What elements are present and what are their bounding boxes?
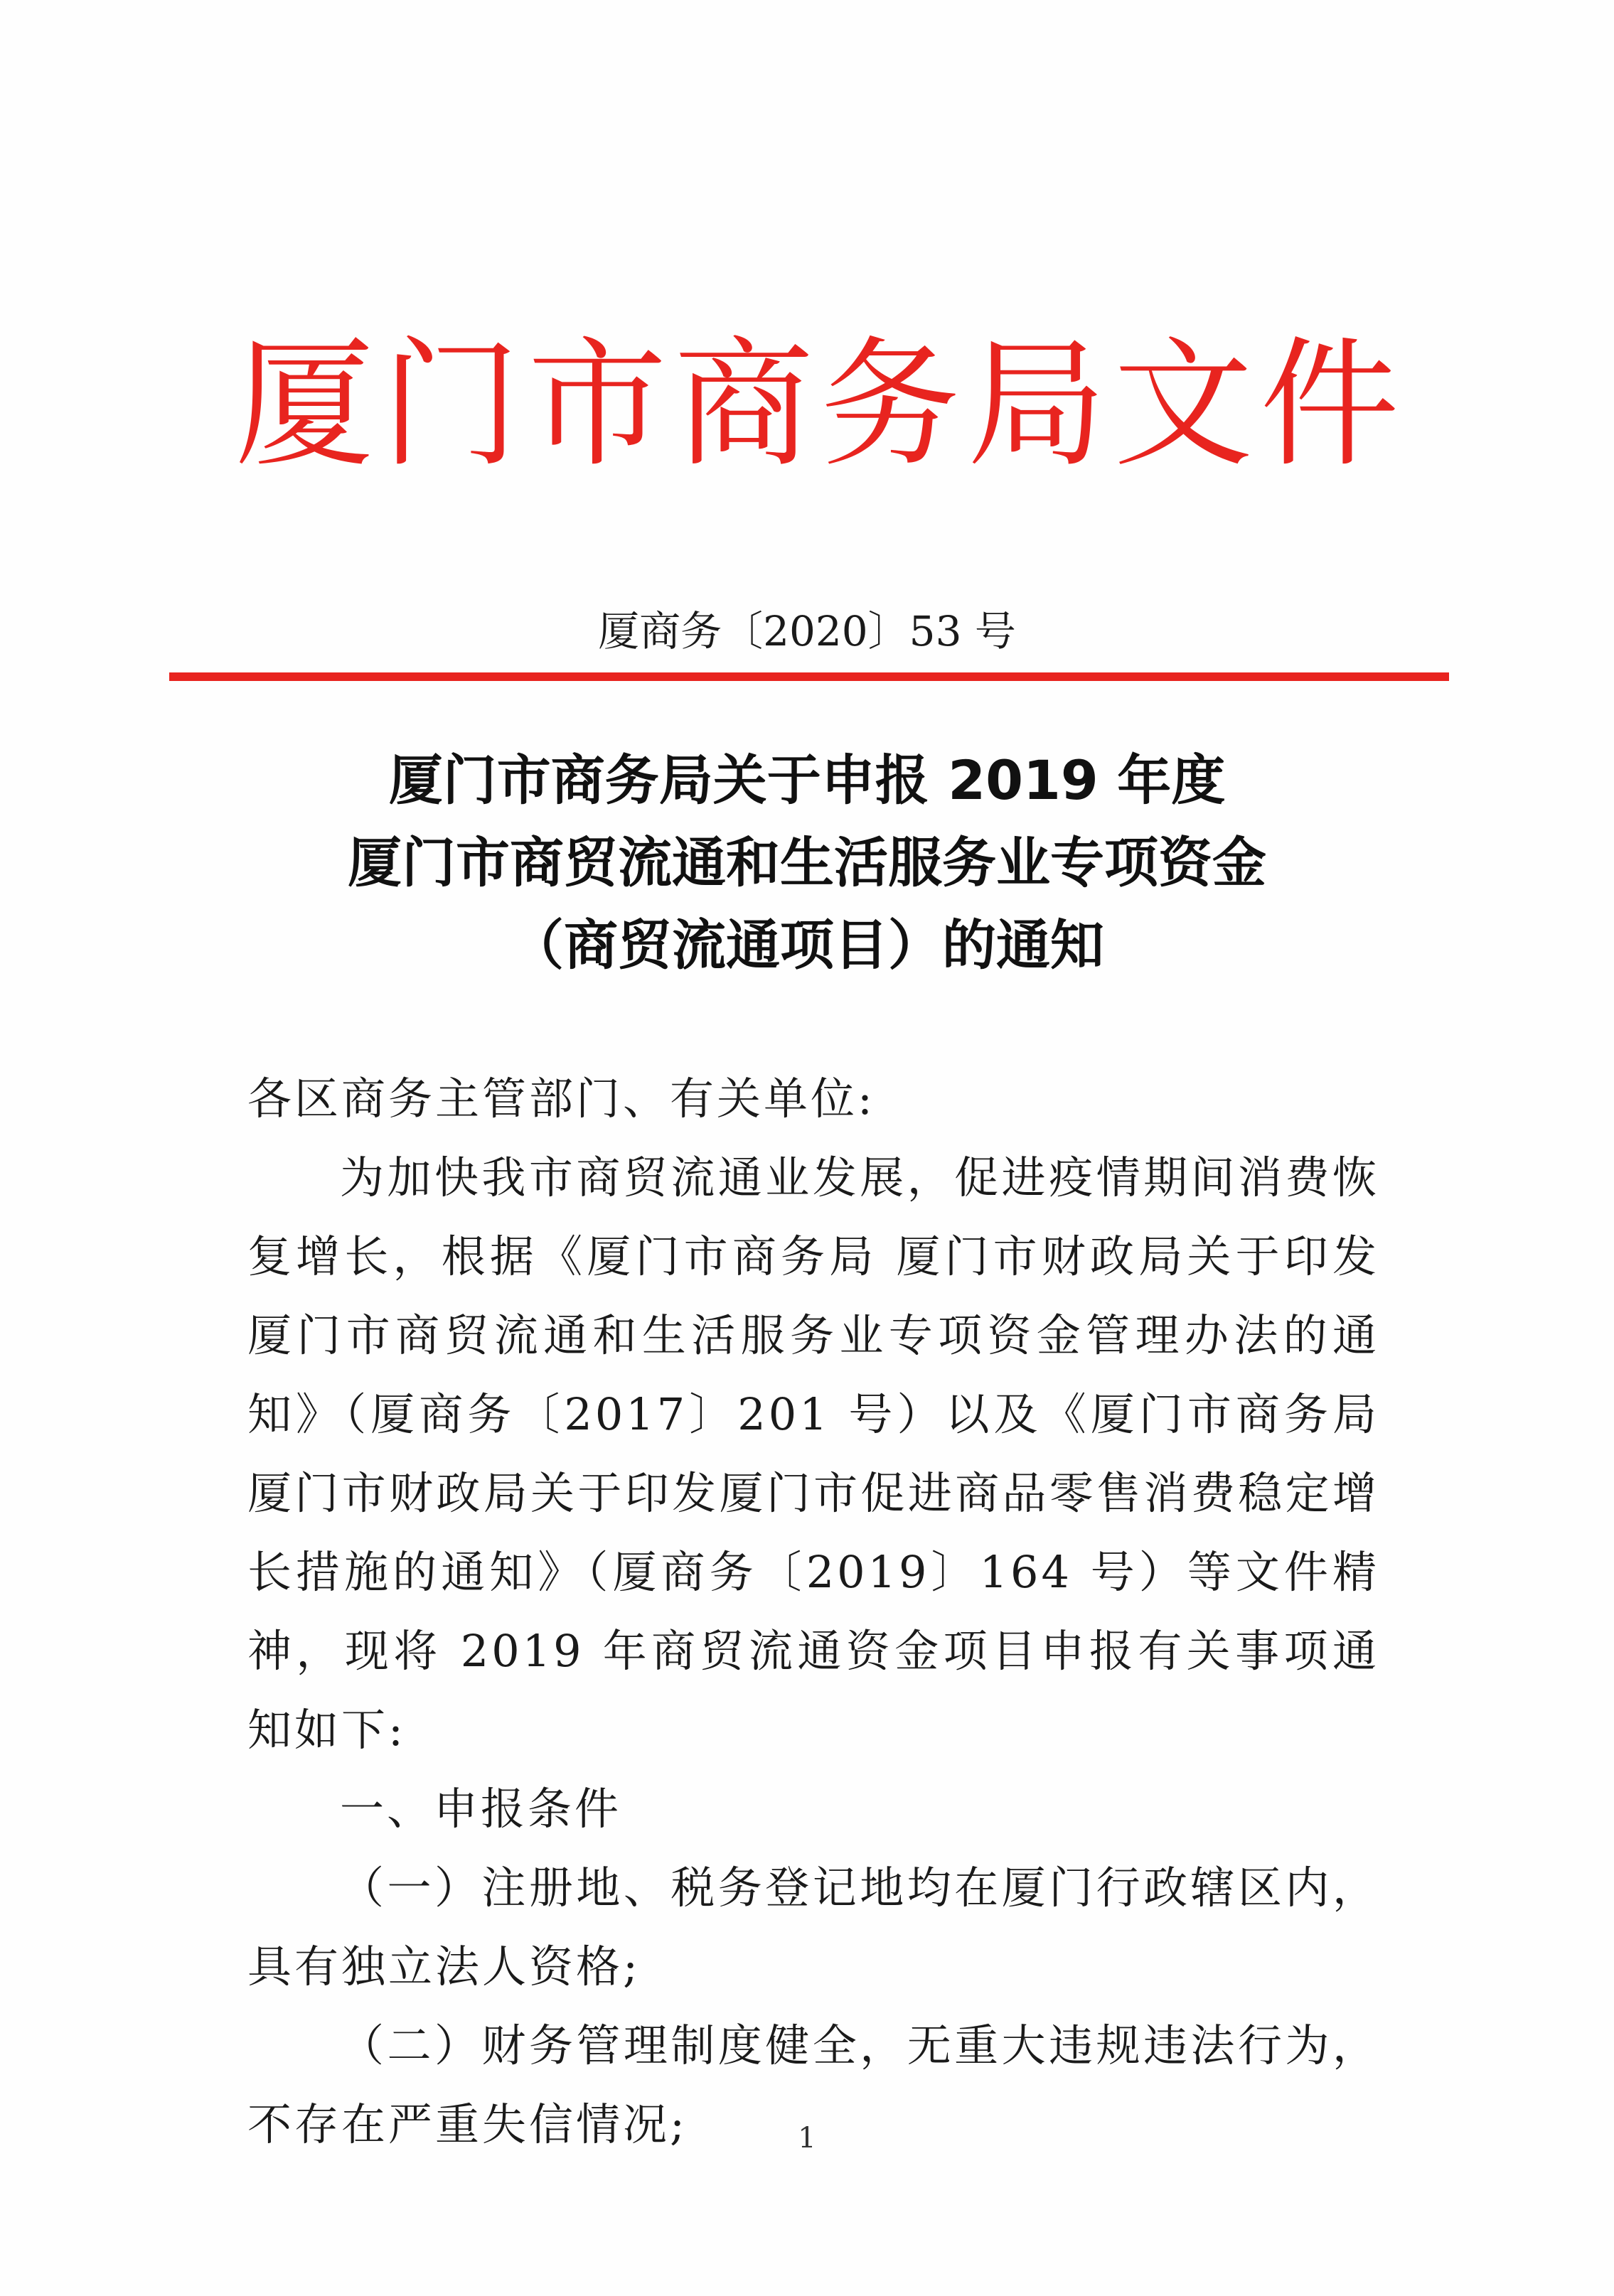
condition-2: （二）财务管理制度健全，无重大违规违法行为，不存在严重失信情况; xyxy=(247,2019,1379,2150)
salutation: 各区商务主管部门、有关单位: xyxy=(247,1073,875,1125)
issuer-header-title: 厦门市商务局文件 xyxy=(235,324,1407,486)
condition-1: （一）注册地、税务登记地均在厦门行政辖区内，具有独立法人资格; xyxy=(247,1862,1379,1992)
notice-title-line-3: （商贸流通项目）的通知 xyxy=(510,913,1104,977)
notice-title xyxy=(0,739,1614,987)
section-heading-1: 一、申报条件 xyxy=(340,1783,622,1835)
notice-title-line-2: 厦门市商贸流通和生活服务业专项资金 xyxy=(348,831,1266,894)
page-number: 1 xyxy=(798,2122,816,2155)
document-number: 厦商务〔2020〕53 号 xyxy=(598,607,1016,655)
intro-paragraph: 为加快我市商贸流通业发展，促进疫情期间消费恢复增长，根据《厦门市商务局 厦门市财政局关于印发厦门市商贸流通和生活服务业专项资金管理办法的通知》（厦商务〔2017〕201 号）以及《厦门市商务局厦门市财政局关于印发厦门市促进商品零售消费稳定增长措施的通知》（厦商务〔2019〕164 号）等文件精神，现将 2019 年商贸流通资金项目申报有关事项通知如下: xyxy=(247,1152,1379,1756)
notice-body xyxy=(247,1059,1379,2164)
notice-title-line-1: 厦门市商务局关于申报 2019 年度 xyxy=(388,749,1226,812)
red-header-rule xyxy=(169,672,1449,681)
